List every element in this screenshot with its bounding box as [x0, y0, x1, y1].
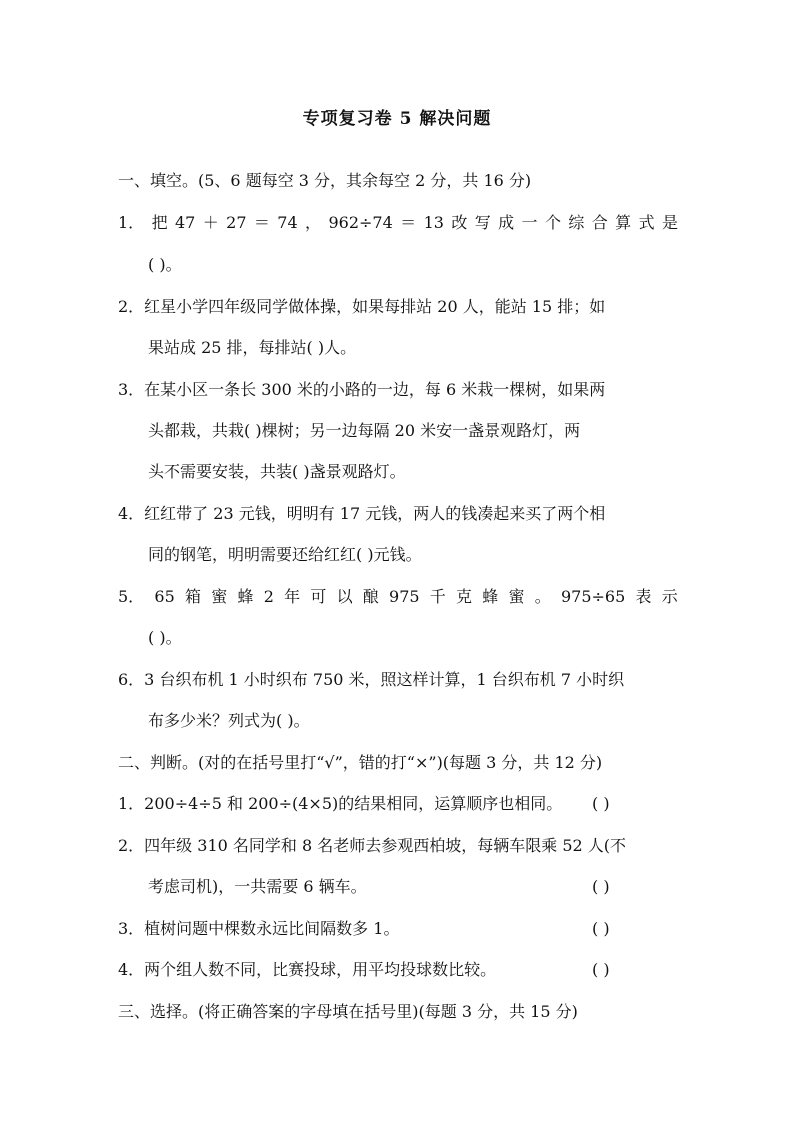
q1-token: ＝ [253, 213, 270, 232]
q5-token: 65 [154, 587, 175, 606]
q5-answer-line: ( )。 [148, 628, 182, 647]
q1-token: 合 [591, 213, 608, 232]
q6-line1: 6．3 台织布机 1 小时织布 750 米，照这样计算，1 台织布机 7 小时织 [118, 670, 625, 689]
section-1-heading: 一、填空。(5、6 题每空 3 分，其余每空 2 分，共 16 分) [118, 171, 532, 190]
q1-token: 个 [544, 213, 561, 232]
q1-token: 是 [661, 213, 678, 232]
q1-line1 [118, 212, 678, 234]
q1-token: 成 [498, 213, 515, 232]
q5-token: 表 [635, 587, 652, 606]
q5-token: 克 [456, 587, 473, 606]
q1-token: 式 [638, 213, 655, 232]
page-title: 专项复习卷 5 解决问题 [302, 109, 492, 129]
q2-line2: 果站成 25 排，每排站( )人。 [148, 338, 357, 357]
judge-item-1-answer-paren[interactable]: ( ) [592, 794, 610, 813]
q5-line1 [118, 586, 678, 608]
section-2-heading: 二、判断。(对的在括号里打“√”，错的打“×”)(每题 3 分，共 12 分) [118, 753, 603, 772]
q5-token: 蜂 [237, 587, 254, 606]
judge-item-2-answer-paren[interactable]: ( ) [592, 877, 610, 896]
q3-line1: 3．在某小区一条长 300 米的小路的一边，每 6 米栽一棵树，如果两 [118, 380, 606, 399]
q5-token: 975÷65 [560, 587, 626, 606]
q5-token: 可 [310, 587, 327, 606]
q5-token: 示 [661, 587, 678, 606]
section-3-heading: 三、选择。(将正确答案的字母填在括号里)(每题 3 分，共 15 分) [118, 1002, 578, 1021]
q5-token: 975 [389, 587, 420, 606]
judge-item-2-line2: 考虑司机)，一共需要 6 辆车。 [148, 877, 367, 896]
q4-line2: 同的钢笔，明明需要还给红红( )元钱。 [148, 545, 422, 564]
q1-token: 写 [474, 213, 491, 232]
q5-token: 5． [118, 587, 145, 606]
q5-token: 蜜 [508, 587, 525, 606]
q1-token: 1． [118, 213, 145, 232]
q5-token: 酿 [362, 587, 379, 606]
q5-token: 箱 [184, 587, 201, 606]
judge-item-3-answer-paren[interactable]: ( ) [592, 919, 610, 938]
judge-item-1-text: 1．200÷4÷5 和 200÷(4×5)的结果相同，运算顺序也相同。 [118, 794, 563, 813]
q2-line1: 2．红星小学四年级同学做体操，如果每排站 20 人，能站 15 排；如 [118, 297, 606, 316]
q1-token: ＋ [202, 213, 219, 232]
q1-token: 综 [568, 213, 585, 232]
q5-token: 。 [534, 587, 551, 606]
q5-token: 年 [284, 587, 301, 606]
q1-token: 13 [423, 213, 444, 232]
judge-item-2-line1: 2．四年级 310 名同学和 8 名老师去参观西柏坡，每辆车限乘 52 人(不 [118, 836, 627, 855]
q3-line3: 头不需要安装，共装( )盏景观路灯。 [148, 462, 406, 481]
judge-item-3-text: 3．植树问题中棵数永远比间隔数多 1。 [118, 919, 400, 938]
q1-token: 47 [174, 213, 196, 232]
q1-token: 改 [451, 213, 468, 232]
q5-token: 蜂 [482, 587, 499, 606]
q5-token: 蜜 [211, 587, 228, 606]
q4-line1: 4．红红带了 23 元钱，明明有 17 元钱，两人的钱凑起来买了两个相 [118, 504, 606, 523]
q1-token: ， [305, 213, 322, 232]
q1-token: 一 [521, 213, 538, 232]
q5-token: 2 [263, 587, 274, 606]
judge-item-4-text: 4．两个组人数不同，比赛投球，用平均投球数比较。 [118, 960, 497, 979]
q1-token: 把 [151, 213, 168, 232]
q1-token: 74 [277, 213, 298, 232]
q6-line2: 布多少米？列式为( )。 [148, 711, 310, 730]
q1-token: 27 [226, 213, 247, 232]
q1-token: ＝ [400, 213, 417, 232]
q1-token: 962÷74 [328, 213, 393, 232]
q5-token: 以 [336, 587, 353, 606]
q1-answer-line: ( )。 [148, 255, 182, 274]
q3-line2: 头都栽，共栽( )棵树；另一边每隔 20 米安一盏景观路灯，两 [148, 421, 581, 440]
q1-token: 算 [615, 213, 632, 232]
q5-token: 千 [429, 587, 446, 606]
judge-item-4-answer-paren[interactable]: ( ) [592, 960, 610, 979]
